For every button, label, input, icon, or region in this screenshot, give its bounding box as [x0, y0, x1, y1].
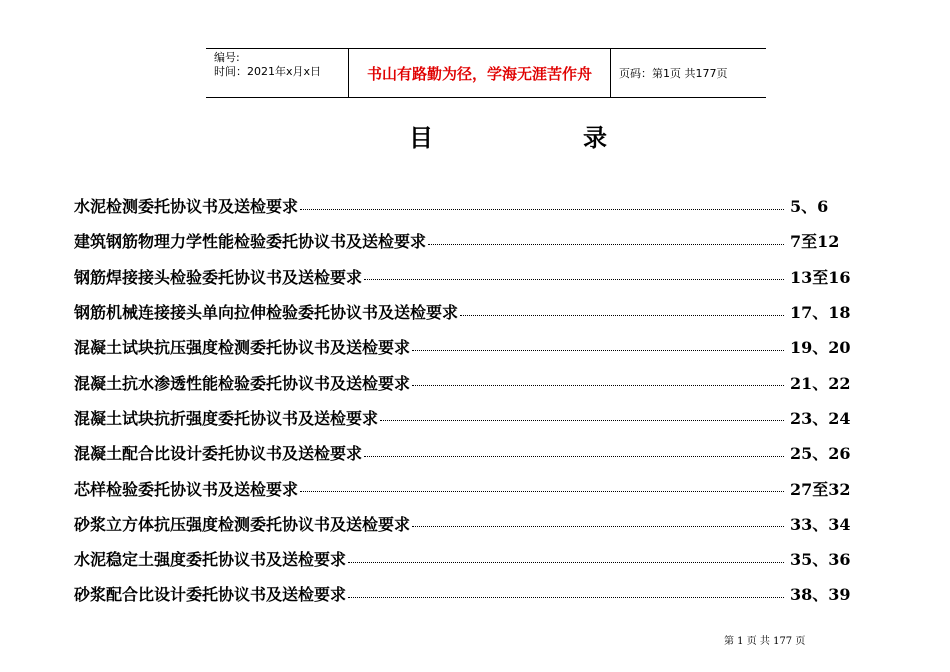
- number-label: 编号:: [214, 51, 240, 64]
- toc-entry-page: 19、20: [790, 338, 851, 358]
- toc-entry[interactable]: [74, 294, 856, 329]
- header-meta-cell: [206, 49, 349, 97]
- toc-entry-page: 7至12: [790, 232, 840, 252]
- toc-entry[interactable]: [74, 329, 856, 364]
- table-of-contents: [74, 188, 856, 612]
- toc-entry-label: 混凝土抗水渗透性能检验委托协议书及送检要求: [74, 373, 411, 393]
- toc-entry-page: 27至32: [790, 479, 851, 499]
- toc-leader-dots: [460, 315, 784, 316]
- header-page-cell: [611, 49, 766, 97]
- toc-entry-label: 水泥检测委托协议书及送检要求: [74, 197, 299, 217]
- toc-entry[interactable]: [74, 259, 856, 294]
- title-char-2: 录: [583, 123, 607, 152]
- toc-entry-label: 砂浆立方体抗压强度检测委托协议书及送检要求: [74, 514, 411, 534]
- toc-entry-page: 38、39: [790, 585, 851, 605]
- motto-text: 书山有路勤为径，学海无涯苦作舟: [366, 64, 592, 83]
- toc-leader-dots: [300, 209, 784, 210]
- toc-leader-dots: [364, 279, 784, 280]
- footer-page-number: 第 1 页 共 177 页: [724, 636, 806, 647]
- toc-leader-dots: [428, 244, 784, 245]
- page-title: [0, 118, 950, 154]
- toc-entry-page: 23、24: [790, 408, 851, 428]
- toc-entry-label: 混凝土试块抗压强度检测委托协议书及送检要求: [74, 338, 411, 358]
- toc-leader-dots: [364, 456, 784, 457]
- toc-entry-page: 13至16: [790, 267, 851, 287]
- toc-leader-dots: [380, 420, 784, 421]
- document-header: [206, 48, 766, 98]
- toc-entry-page: 17、18: [790, 303, 851, 323]
- toc-leader-dots: [412, 385, 784, 386]
- toc-entry-label: 水泥稳定土强度委托协议书及送检要求: [74, 550, 347, 570]
- toc-leader-dots: [300, 491, 784, 492]
- toc-entry-page: 35、36: [790, 550, 851, 570]
- toc-entry[interactable]: [74, 364, 856, 399]
- toc-entry[interactable]: [74, 576, 856, 611]
- toc-entry[interactable]: [74, 541, 856, 576]
- toc-entry-label: 钢筋焊接接头检验委托协议书及送检要求: [74, 267, 363, 287]
- toc-entry-label: 钢筋机械连接接头单向拉伸检验委托协议书及送检要求: [74, 303, 459, 323]
- toc-leader-dots: [348, 597, 784, 598]
- toc-entry[interactable]: [74, 188, 856, 223]
- toc-entry-label: 芯样检验委托协议书及送检要求: [74, 479, 299, 499]
- toc-entry-label: 建筑钢筋物理力学性能检验委托协议书及送检要求: [74, 232, 427, 252]
- toc-entry-page: 33、34: [790, 514, 851, 534]
- toc-entry-page: 25、26: [790, 444, 851, 464]
- title-char-1: 目: [409, 123, 433, 152]
- toc-entry[interactable]: [74, 400, 856, 435]
- page-footer: [724, 632, 805, 647]
- toc-leader-dots: [412, 526, 784, 527]
- toc-entry-page: 5、6: [790, 197, 829, 217]
- toc-entry-label: 混凝土试块抗折强度委托协议书及送检要求: [74, 408, 379, 428]
- toc-leader-dots: [348, 562, 784, 563]
- toc-entry-page: 21、22: [790, 373, 851, 393]
- toc-entry-label: 混凝土配合比设计委托协议书及送检要求: [74, 444, 363, 464]
- time-label: 时间：2021年x月x日: [214, 65, 322, 78]
- toc-leader-dots: [412, 350, 784, 351]
- toc-entry-label: 砂浆配合比设计委托协议书及送检要求: [74, 585, 347, 605]
- toc-entry[interactable]: [74, 223, 856, 258]
- toc-entry[interactable]: [74, 435, 856, 470]
- toc-entry[interactable]: [74, 506, 856, 541]
- toc-entry[interactable]: [74, 470, 856, 505]
- header-motto-cell: [349, 49, 611, 97]
- page-info-text: 页码：第1页 共177页: [619, 67, 728, 80]
